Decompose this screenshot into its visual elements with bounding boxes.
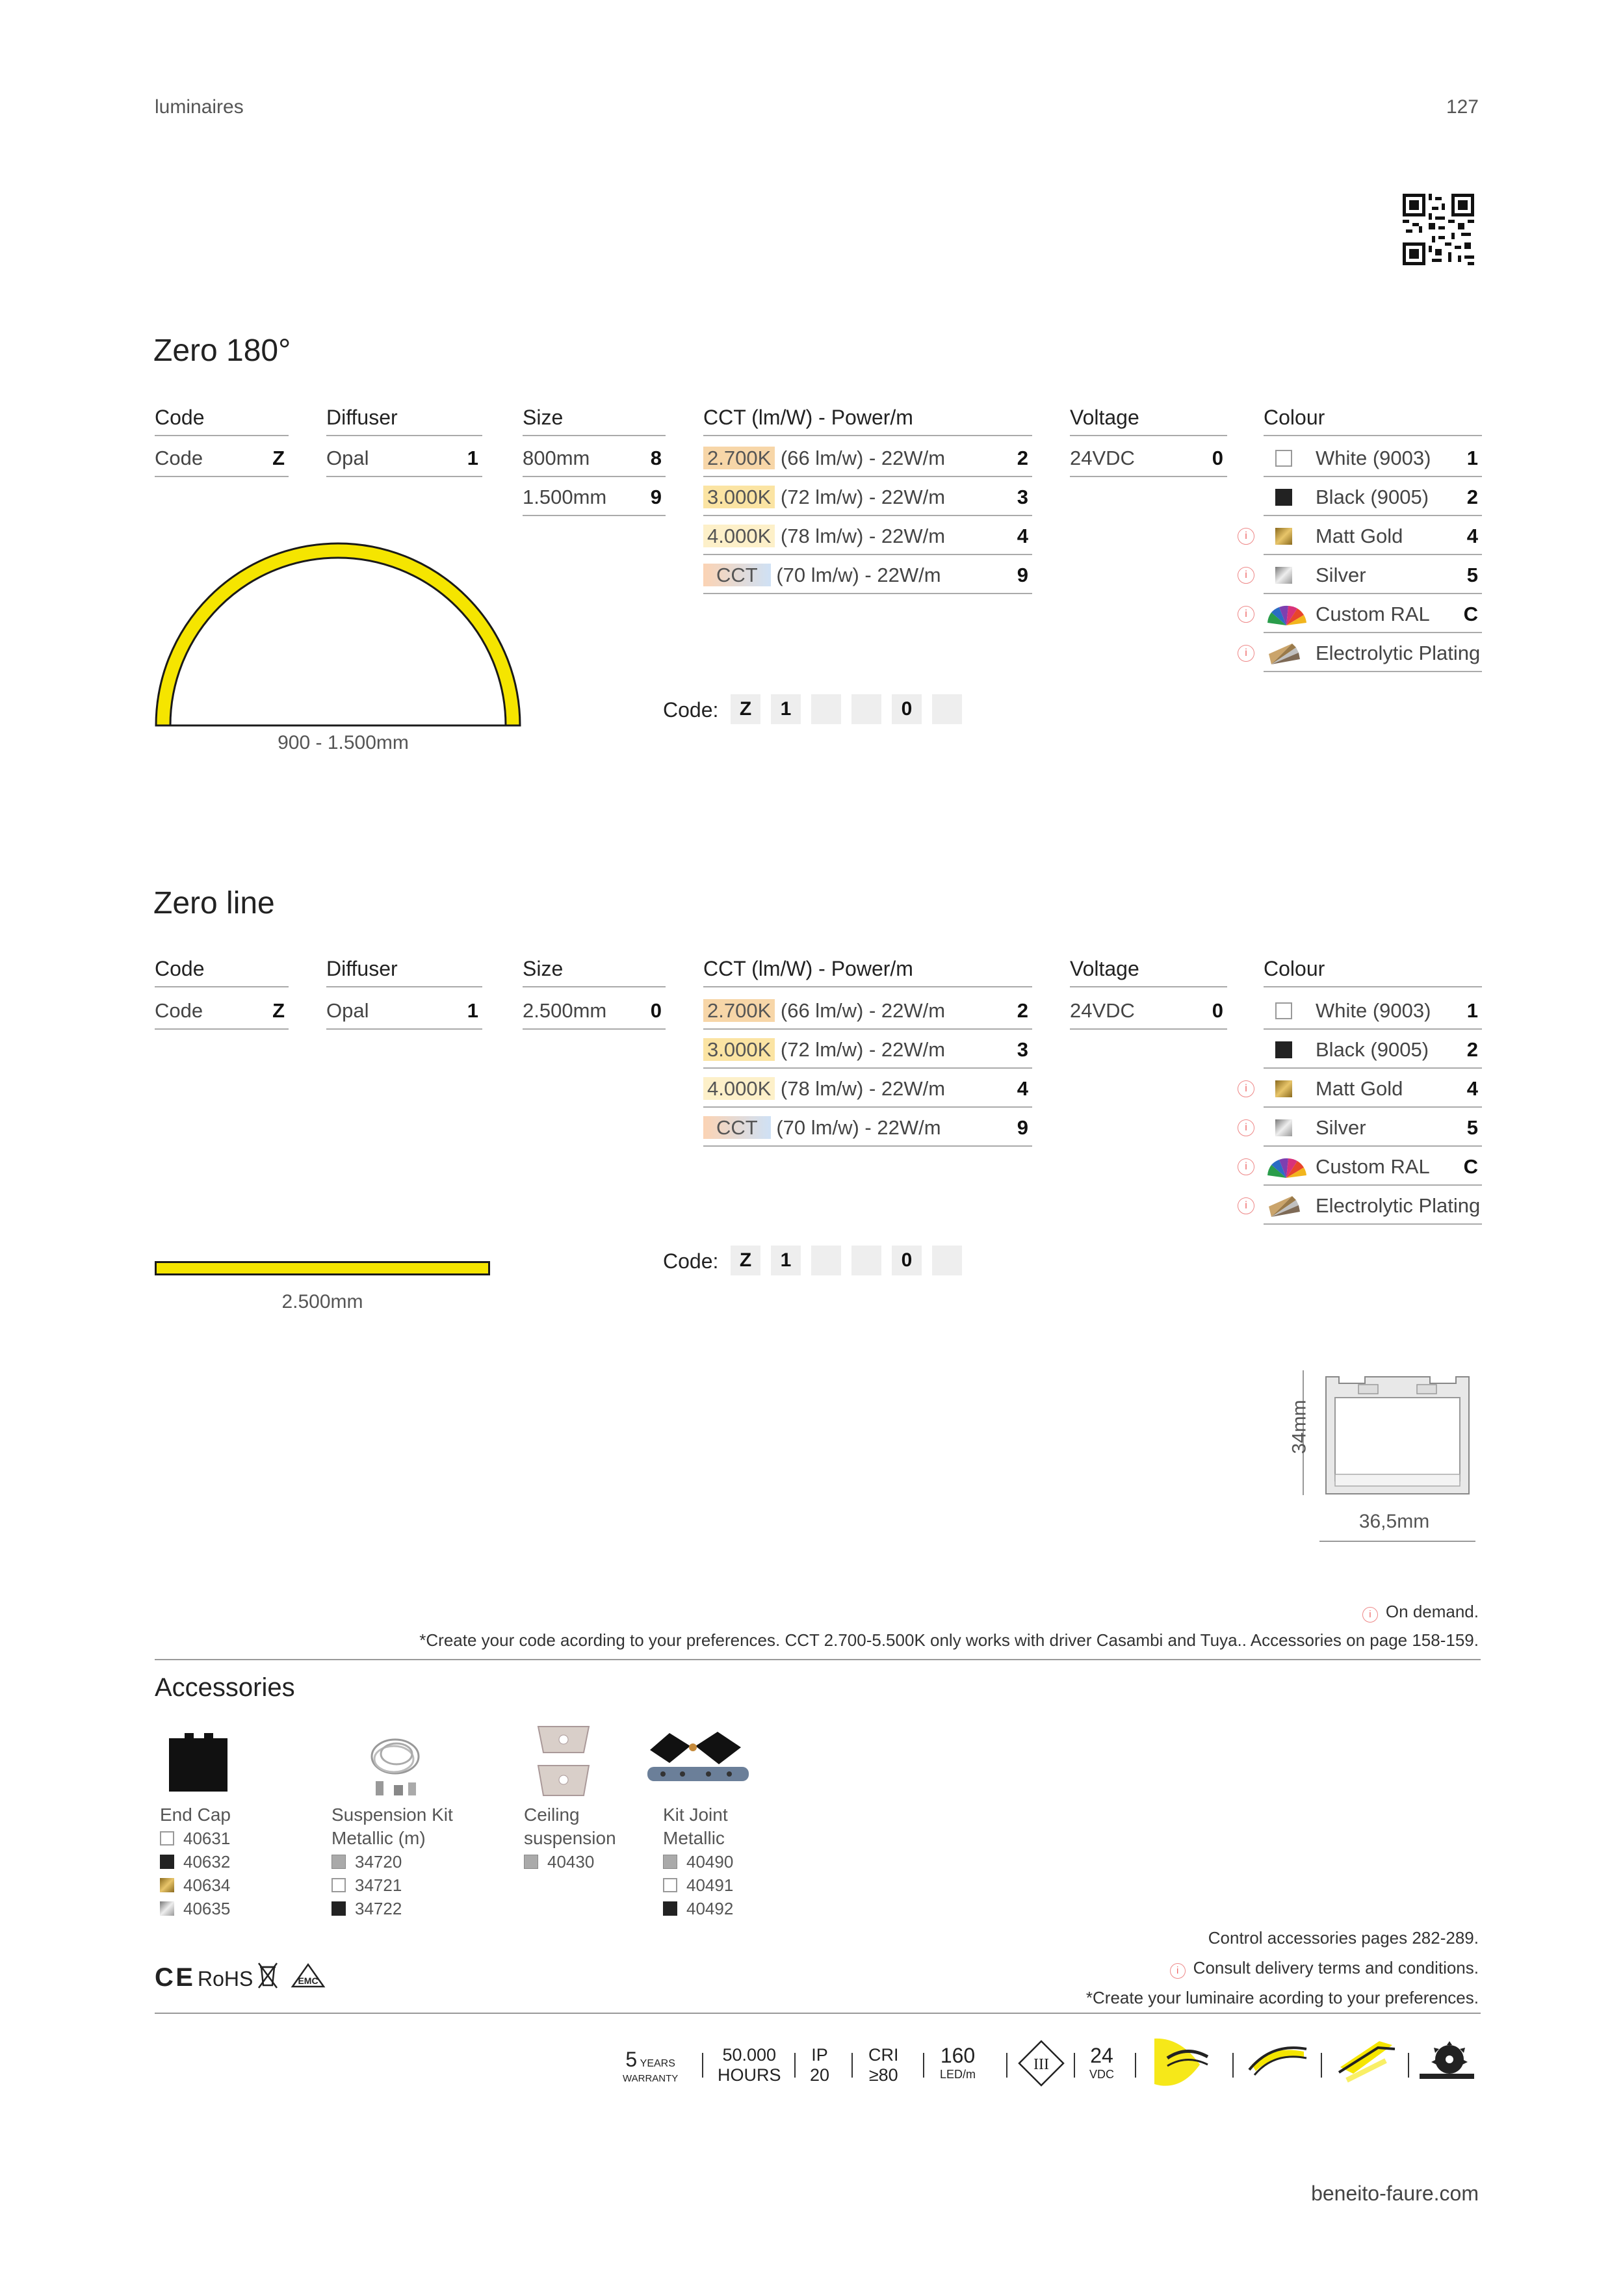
info-icon: i xyxy=(1362,1607,1378,1623)
dimension-line xyxy=(1319,1541,1475,1542)
cct-option[interactable] xyxy=(703,517,1032,555)
beam-angle-icon xyxy=(1334,2035,1399,2087)
black-swatch-icon xyxy=(1275,489,1292,506)
size-label: 2.500mm xyxy=(523,999,607,1022)
code-box[interactable] xyxy=(851,694,881,724)
accessory-code[interactable] xyxy=(331,1850,453,1873)
code-box[interactable] xyxy=(851,1246,881,1275)
on-demand-text: On demand. xyxy=(1385,1602,1479,1621)
hours-badge xyxy=(718,2045,781,2085)
colour-label: White (9003) xyxy=(1316,447,1431,469)
voltage-option[interactable] xyxy=(1070,439,1227,477)
class-label: III xyxy=(1033,2056,1049,2073)
svg-text:EMC: EMC xyxy=(298,1976,318,1986)
warranty-badge xyxy=(623,2048,678,2084)
code-text: 34720 xyxy=(355,1852,402,1872)
colour-label: Electrolytic Plating xyxy=(1316,642,1481,664)
cri-badge xyxy=(868,2045,899,2085)
colour-option[interactable] xyxy=(1264,992,1482,1030)
code-text: 40635 xyxy=(183,1899,231,1918)
cct-desc: (78 lm/w) - 22W/m xyxy=(780,1077,946,1100)
size-value: 9 xyxy=(650,486,662,508)
cct-option[interactable] xyxy=(703,478,1032,516)
code-box[interactable]: Z xyxy=(731,694,760,724)
colour-value: 2 xyxy=(1466,486,1478,508)
cct-value: 9 xyxy=(1017,1116,1028,1139)
silver-swatch-icon xyxy=(1275,567,1292,584)
code-box[interactable] xyxy=(932,694,962,724)
code-box[interactable]: 0 xyxy=(892,694,922,724)
info-icon: i xyxy=(1238,1119,1254,1136)
cct-value: 3 xyxy=(1017,1038,1028,1061)
cct-temp: 2.700K xyxy=(703,447,775,469)
colour-label: White (9003) xyxy=(1316,999,1431,1022)
colour-option[interactable] xyxy=(1245,556,1482,594)
black-swatch-icon xyxy=(1275,1041,1292,1058)
cct-option[interactable] xyxy=(703,439,1032,477)
cri-label: CRI xyxy=(868,2045,899,2065)
warranty-label: WARRANTY xyxy=(623,2073,679,2084)
separator xyxy=(923,2053,924,2078)
colour-option[interactable] xyxy=(1245,595,1482,633)
col-header-diffuser: Diffuser xyxy=(326,406,482,436)
weee-bin-icon xyxy=(256,1961,279,1990)
accessory-name: Suspension Kit xyxy=(331,1805,453,1825)
voltage-label: 24VDC xyxy=(1070,447,1135,469)
colour-label: Matt Gold xyxy=(1316,1077,1403,1100)
voltage-value: 0 xyxy=(1212,447,1223,469)
code-box[interactable]: 1 xyxy=(771,1246,801,1275)
colour-fan-icon xyxy=(1265,1156,1308,1179)
voltage-value: 0 xyxy=(1212,999,1223,1022)
accessory-code[interactable] xyxy=(160,1873,231,1897)
info-icon: i xyxy=(1238,645,1254,662)
hours-number: 50.000 xyxy=(722,2045,777,2065)
separator xyxy=(851,2053,853,2078)
ce-mark-icon: C E xyxy=(155,1963,193,1992)
plating-fan-icon xyxy=(1266,641,1303,666)
accessory-ceiling-suspension xyxy=(524,1803,616,1873)
section-label: luminaires xyxy=(155,96,244,118)
code-builder-label: Code: xyxy=(663,698,719,722)
colour-fan-icon xyxy=(1265,603,1308,627)
separator xyxy=(1135,2053,1136,2078)
colour-label: Electrolytic Plating xyxy=(1316,1194,1481,1217)
white-swatch-icon xyxy=(331,1878,346,1892)
separator xyxy=(1232,2053,1234,2078)
col-header-size: Size xyxy=(523,957,666,987)
cct-temp: CCT xyxy=(703,1116,771,1139)
colour-option[interactable] xyxy=(1245,1070,1482,1108)
accessories-title: Accessories xyxy=(155,1673,295,1702)
colour-option[interactable] xyxy=(1245,1148,1482,1186)
code-box[interactable]: 0 xyxy=(892,1246,922,1275)
cct-value: 4 xyxy=(1017,1077,1028,1100)
code-value: Z xyxy=(272,447,285,469)
profile-drawing xyxy=(1319,1370,1475,1500)
code-box[interactable]: 1 xyxy=(771,694,801,724)
colour-option[interactable] xyxy=(1245,634,1482,672)
hours-label: HOURS xyxy=(718,2065,781,2085)
code-text: 34721 xyxy=(355,1875,402,1895)
accessory-code[interactable] xyxy=(331,1873,453,1897)
drawing-caption: 900 - 1.500mm xyxy=(278,732,409,753)
warranty-unit: YEARS xyxy=(640,2058,675,2069)
accessory-code[interactable] xyxy=(663,1873,733,1897)
profile-width: 36,5mm xyxy=(1358,1511,1430,1532)
size-option[interactable] xyxy=(523,439,666,477)
silver-swatch-icon xyxy=(1275,1119,1292,1136)
cct-desc: (66 lm/w) - 22W/m xyxy=(780,447,946,469)
colour-option[interactable] xyxy=(1245,1109,1482,1147)
gold-swatch-icon xyxy=(160,1878,174,1892)
colour-value: 1 xyxy=(1466,999,1478,1022)
qr-code-icon[interactable] xyxy=(1403,194,1474,265)
led-density-badge xyxy=(940,2044,976,2081)
cct-temp: 4.000K xyxy=(703,1077,775,1100)
colour-value: 2 xyxy=(1466,1038,1478,1061)
accessory-kit-joint xyxy=(663,1803,733,1920)
code-box[interactable] xyxy=(932,1246,962,1275)
page-number: 127 xyxy=(1446,96,1479,118)
vdc-number: 24 xyxy=(1090,2044,1113,2067)
accessory-code[interactable] xyxy=(160,1827,231,1850)
cct-desc: (78 lm/w) - 22W/m xyxy=(780,525,946,547)
cct-temp: 2.700K xyxy=(703,999,775,1022)
separator xyxy=(702,2053,703,2078)
rohs-label: RoHS xyxy=(198,1967,253,1990)
delivery-note xyxy=(1170,1958,1479,1979)
code-text: 40490 xyxy=(686,1852,734,1872)
colour-value: C xyxy=(1463,1155,1478,1178)
website-link[interactable]: beneito-faure.com xyxy=(1311,2182,1479,2205)
colour-option[interactable] xyxy=(1245,517,1482,555)
cutting-saw-icon xyxy=(1420,2039,1474,2084)
separator xyxy=(1006,2053,1007,2078)
separator xyxy=(794,2053,796,2078)
colour-option[interactable] xyxy=(1245,1187,1482,1225)
diffuser-label: Opal xyxy=(326,447,369,469)
code-option[interactable] xyxy=(155,992,289,1030)
colour-value: 1 xyxy=(1466,447,1478,469)
ip-value: 20 xyxy=(810,2065,830,2085)
cct-value: 9 xyxy=(1017,564,1028,586)
divider xyxy=(155,1659,1481,1660)
col-header-code: Code xyxy=(155,406,289,436)
diffuser-label: Opal xyxy=(326,999,369,1022)
colour-option[interactable] xyxy=(1264,1031,1482,1069)
colour-label: Custom RAL xyxy=(1316,603,1430,625)
white-swatch-icon xyxy=(663,1878,677,1892)
code-text: 40632 xyxy=(183,1852,231,1872)
black-swatch-icon xyxy=(160,1855,174,1869)
cct-option[interactable] xyxy=(703,1109,1032,1147)
vdc-unit: VDC xyxy=(1089,2068,1115,2081)
beam-side-icon xyxy=(1245,2039,1310,2084)
diffuser-option[interactable] xyxy=(326,439,482,477)
create-luminaire-note: *Create your luminaire acording to your preferences. xyxy=(1085,1988,1479,2007)
size-label: 1.500mm xyxy=(523,486,607,508)
colour-value: 5 xyxy=(1466,1116,1478,1139)
control-note: Control accessories pages 282-289. xyxy=(1208,1928,1479,1948)
code-option[interactable] xyxy=(155,439,289,477)
gold-swatch-icon xyxy=(1275,1080,1292,1097)
colour-value: 4 xyxy=(1466,1077,1478,1100)
class-iii-icon xyxy=(1017,2039,1066,2088)
info-icon: i xyxy=(1170,1963,1186,1979)
white-swatch-icon xyxy=(160,1831,174,1846)
colour-label: Matt Gold xyxy=(1316,525,1403,547)
accessory-name: End Cap xyxy=(160,1805,231,1825)
size-option[interactable] xyxy=(523,478,666,516)
cri-value: ≥80 xyxy=(868,2065,898,2085)
white-swatch-icon xyxy=(1275,450,1292,467)
cct-temp: 3.000K xyxy=(703,1038,775,1061)
kit-joint-icon[interactable] xyxy=(643,1724,754,1795)
grey-swatch-icon xyxy=(331,1855,346,1869)
col-header-voltage: Voltage xyxy=(1070,406,1227,436)
diffuser-value: 1 xyxy=(467,447,478,469)
product-title: Zero line xyxy=(153,886,275,920)
colour-value: 5 xyxy=(1466,564,1478,586)
accessory-suspension-kit xyxy=(331,1803,453,1920)
cct-option[interactable] xyxy=(703,992,1032,1030)
code-text: 40430 xyxy=(547,1852,595,1872)
beam-front-icon xyxy=(1148,2032,1213,2091)
cct-option[interactable] xyxy=(703,556,1032,594)
info-icon: i xyxy=(1238,606,1254,623)
cct-desc: (72 lm/w) - 22W/m xyxy=(780,1038,946,1061)
col-header-colour: Colour xyxy=(1264,957,1482,987)
silver-swatch-icon xyxy=(160,1901,174,1916)
colour-label: Black (9005) xyxy=(1316,1038,1429,1061)
cct-value: 2 xyxy=(1017,999,1028,1022)
accessory-name: suspension xyxy=(524,1828,616,1848)
plating-fan-icon xyxy=(1266,1194,1303,1218)
info-icon: i xyxy=(1238,1080,1254,1097)
code-text: 40492 xyxy=(686,1899,734,1918)
code-text: 40634 xyxy=(183,1875,231,1895)
white-swatch-icon xyxy=(1275,1002,1292,1019)
suspension-kit-icon[interactable] xyxy=(356,1725,434,1803)
colour-label: Silver xyxy=(1316,1116,1366,1139)
cct-temp: 4.000K xyxy=(703,525,775,547)
colour-label: Silver xyxy=(1316,564,1366,586)
colour-label: Custom RAL xyxy=(1316,1155,1430,1178)
code-box[interactable] xyxy=(811,1246,841,1275)
emc-icon xyxy=(290,1962,326,1989)
accessory-name: Ceiling xyxy=(524,1805,580,1825)
grey-swatch-icon xyxy=(663,1855,677,1869)
voltage-badge xyxy=(1089,2044,1114,2081)
col-header-colour: Colour xyxy=(1264,406,1482,436)
colour-option[interactable] xyxy=(1264,439,1482,477)
accessory-name: Metallic xyxy=(663,1828,725,1848)
voltage-option[interactable] xyxy=(1070,992,1227,1030)
cct-desc: (70 lm/w) - 22W/m xyxy=(776,564,941,586)
diffuser-value: 1 xyxy=(467,999,478,1022)
separator xyxy=(1408,2053,1409,2078)
code-builder-label: Code: xyxy=(663,1249,719,1273)
accessory-code[interactable] xyxy=(663,1897,733,1920)
ceiling-suspension-icon[interactable] xyxy=(534,1720,593,1801)
cct-value: 4 xyxy=(1017,525,1028,547)
accessory-end-cap xyxy=(160,1803,231,1920)
size-value: 0 xyxy=(650,999,662,1022)
on-demand-note xyxy=(1362,1602,1479,1623)
code-text: 34722 xyxy=(355,1899,402,1918)
col-header-voltage: Voltage xyxy=(1070,957,1227,987)
colour-value: C xyxy=(1463,603,1478,625)
line-drawing xyxy=(155,1261,490,1275)
profile-height: 34mm xyxy=(1288,1400,1310,1454)
accessory-code[interactable] xyxy=(331,1897,453,1920)
create-code-note: *Create your code acording to your preferences. CCT 2.700-5.500K only works with driver Casambi and Tuya.. Accessories on page 158-159. xyxy=(419,1630,1479,1650)
product-title: Zero 180° xyxy=(153,333,291,368)
cct-option[interactable] xyxy=(703,1031,1032,1069)
accessory-code[interactable] xyxy=(663,1850,733,1873)
accessory-code[interactable] xyxy=(160,1850,231,1873)
code-label: Code xyxy=(155,999,203,1022)
divider xyxy=(155,2013,1481,2014)
info-icon: i xyxy=(1238,1158,1254,1175)
cct-desc: (66 lm/w) - 22W/m xyxy=(780,999,946,1022)
col-header-diffuser: Diffuser xyxy=(326,957,482,987)
info-icon: i xyxy=(1238,528,1254,545)
drawing-caption: 2.500mm xyxy=(281,1291,363,1312)
code-text: 40631 xyxy=(183,1829,231,1848)
size-option[interactable] xyxy=(523,992,666,1030)
cct-value: 3 xyxy=(1017,486,1028,508)
black-swatch-icon xyxy=(663,1901,677,1916)
size-label: 800mm xyxy=(523,447,590,469)
ip-badge xyxy=(810,2045,829,2085)
ip-label: IP xyxy=(811,2045,828,2065)
grey-swatch-icon xyxy=(524,1855,538,1869)
led-number: 160 xyxy=(940,2044,976,2067)
black-swatch-icon xyxy=(331,1901,346,1916)
size-value: 8 xyxy=(650,447,662,469)
col-header-code: Code xyxy=(155,957,289,987)
separator xyxy=(1321,2053,1322,2078)
info-icon: i xyxy=(1238,1197,1254,1214)
code-text: 40491 xyxy=(686,1875,734,1895)
cct-option[interactable] xyxy=(703,1070,1032,1108)
code-box[interactable] xyxy=(811,694,841,724)
separator xyxy=(1074,2053,1075,2078)
accessory-name: Metallic (m) xyxy=(331,1828,426,1848)
info-icon: i xyxy=(1238,567,1254,584)
code-box[interactable]: Z xyxy=(731,1246,760,1275)
accessory-name: Kit Joint xyxy=(663,1805,728,1825)
colour-label: Black (9005) xyxy=(1316,486,1429,508)
warranty-number: 5 xyxy=(625,2048,638,2071)
cct-desc: (70 lm/w) - 22W/m xyxy=(776,1116,941,1139)
col-header-size: Size xyxy=(523,406,666,436)
cct-temp: CCT xyxy=(703,564,771,586)
accessory-code[interactable] xyxy=(524,1850,616,1873)
diffuser-option[interactable] xyxy=(326,992,482,1030)
cct-desc: (72 lm/w) - 22W/m xyxy=(780,486,946,508)
colour-option[interactable] xyxy=(1264,478,1482,516)
code-label: Code xyxy=(155,447,203,469)
led-unit: LED/m xyxy=(940,2068,976,2081)
end-cap-icon[interactable] xyxy=(166,1732,230,1794)
cct-temp: 3.000K xyxy=(703,486,775,508)
accessory-code[interactable] xyxy=(160,1897,231,1920)
voltage-label: 24VDC xyxy=(1070,999,1135,1022)
code-value: Z xyxy=(272,999,285,1022)
col-header-cct: CCT (lm/W) - Power/m xyxy=(703,406,1032,436)
cct-value: 2 xyxy=(1017,447,1028,469)
colour-value: 4 xyxy=(1466,525,1478,547)
gold-swatch-icon xyxy=(1275,528,1292,545)
arc-drawing xyxy=(149,533,526,728)
delivery-text: Consult delivery terms and conditions. xyxy=(1193,1958,1479,1977)
col-header-cct: CCT (lm/W) - Power/m xyxy=(703,957,1032,987)
